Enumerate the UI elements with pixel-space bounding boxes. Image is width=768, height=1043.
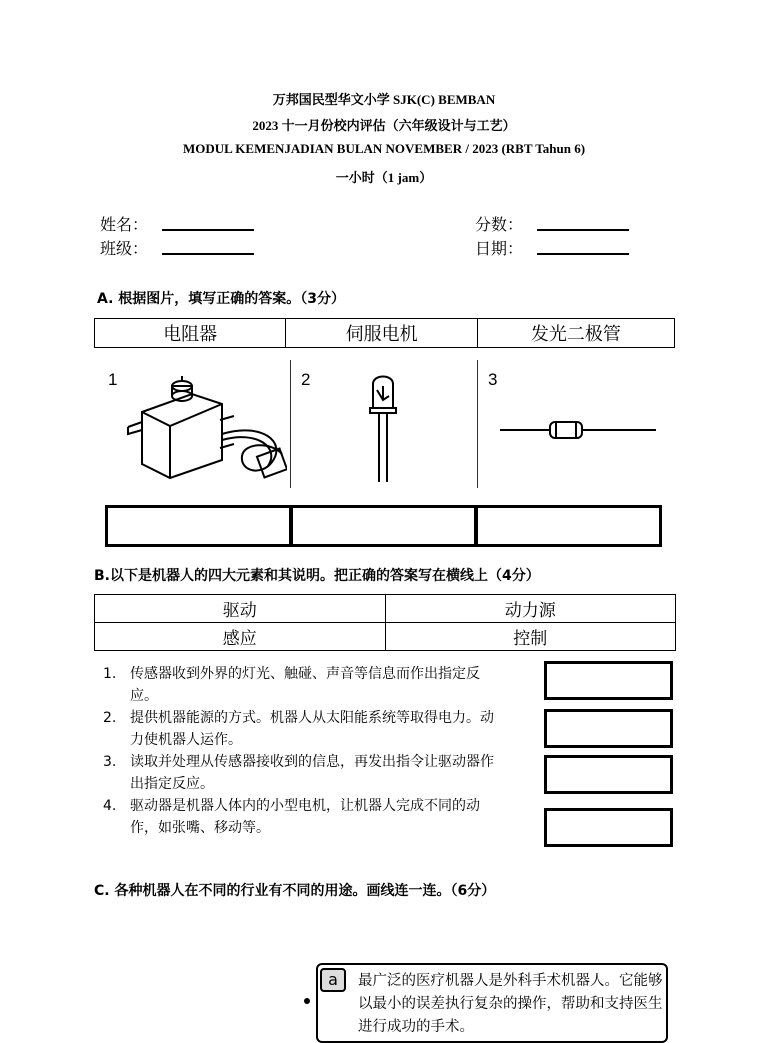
- class-line[interactable]: [162, 253, 254, 255]
- section-b-title: B.以下是机器人的四大元素和其说明。把正确的答案写在横线上（4分）: [94, 568, 540, 584]
- item-text: 驱动器是机器人体内的小型电机，让机器人完成不同的动作，如张嘴、移动等。: [130, 798, 480, 836]
- item-text: 读取并处理从传感器接收到的信息，再发出指令让驱动器作出指定反应。: [130, 754, 494, 792]
- card-text: 最广泛的医疗机器人是外科手术机器人。它能够以最小的误差执行复杂的操作，帮助和支持医生进行成功的手术。: [358, 973, 663, 1035]
- module-title: MODUL KEMENJADIAN BULAN NOVEMBER / 2023 (RBT Tahun 6): [182, 141, 586, 156]
- picture-panel-3: [477, 360, 662, 488]
- answer-box-3[interactable]: [475, 505, 662, 547]
- option-led: 发光二极管: [477, 319, 674, 348]
- list-item: [103, 751, 503, 795]
- picture-number: 2: [301, 370, 311, 389]
- list-item: [103, 663, 503, 707]
- option-resistor: 电阻器: [95, 319, 286, 348]
- score-line[interactable]: [537, 229, 629, 231]
- picture-number: 1: [108, 370, 118, 389]
- element-cell: 控制: [385, 623, 676, 651]
- section-c-title: C. 各种机器人在不同的行业有不同的用途。画线连一连。（6分）: [94, 883, 496, 899]
- section-a-options-table: [94, 318, 675, 348]
- section-b-elements-table: [94, 594, 676, 651]
- item-number: 4.: [103, 798, 117, 814]
- school-name: 万邦国民型华文小学 SJK(C) BEMBAN: [272, 92, 496, 107]
- item-number: 1.: [103, 666, 117, 682]
- answer-box-2[interactable]: [290, 505, 477, 547]
- servo-motor-icon: [122, 372, 287, 484]
- element-cell: 动力源: [385, 595, 676, 623]
- exam-title: 2023 十一月份校内评估（六年级设计与工艺）: [252, 118, 516, 133]
- answer-box-b4[interactable]: [544, 808, 673, 847]
- picture-panel-2: [290, 360, 477, 488]
- item-number: 2.: [103, 710, 117, 726]
- option-servo-motor: 伺服电机: [286, 319, 477, 348]
- name-label: 姓名：: [100, 215, 149, 234]
- duration: 一小时（1 jam）: [335, 170, 433, 185]
- element-cell: 感应: [95, 623, 386, 651]
- answer-box-b1[interactable]: [544, 661, 673, 700]
- answer-box-1[interactable]: [105, 505, 292, 547]
- class-label: 班级：: [100, 239, 149, 258]
- item-text: 传感器收到外界的灯光、触碰、声音等信息而作出指定反应。: [130, 666, 480, 704]
- element-cell: 驱动: [95, 595, 386, 623]
- date-line[interactable]: [537, 253, 629, 255]
- list-item: [103, 795, 503, 839]
- picture-panel-1: [100, 360, 289, 488]
- list-item: [103, 707, 503, 751]
- connect-dot[interactable]: [304, 998, 310, 1004]
- name-line[interactable]: [162, 229, 254, 231]
- score-label: 分数：: [475, 215, 524, 234]
- item-number: 3.: [103, 754, 117, 770]
- date-label: 日期：: [475, 239, 524, 258]
- item-text: 提供机器能源的方式。机器人从太阳能系统等取得电力。动力使机器人运作。: [130, 710, 494, 748]
- card-badge: a: [320, 968, 346, 992]
- resistor-icon: [498, 415, 658, 445]
- picture-number: 3: [488, 370, 498, 389]
- answer-box-b3[interactable]: [544, 755, 673, 794]
- section-a-title: A. 根据图片，填写正确的答案。（3分）: [97, 291, 346, 307]
- answer-box-b2[interactable]: [544, 709, 673, 748]
- led-icon: [363, 370, 403, 486]
